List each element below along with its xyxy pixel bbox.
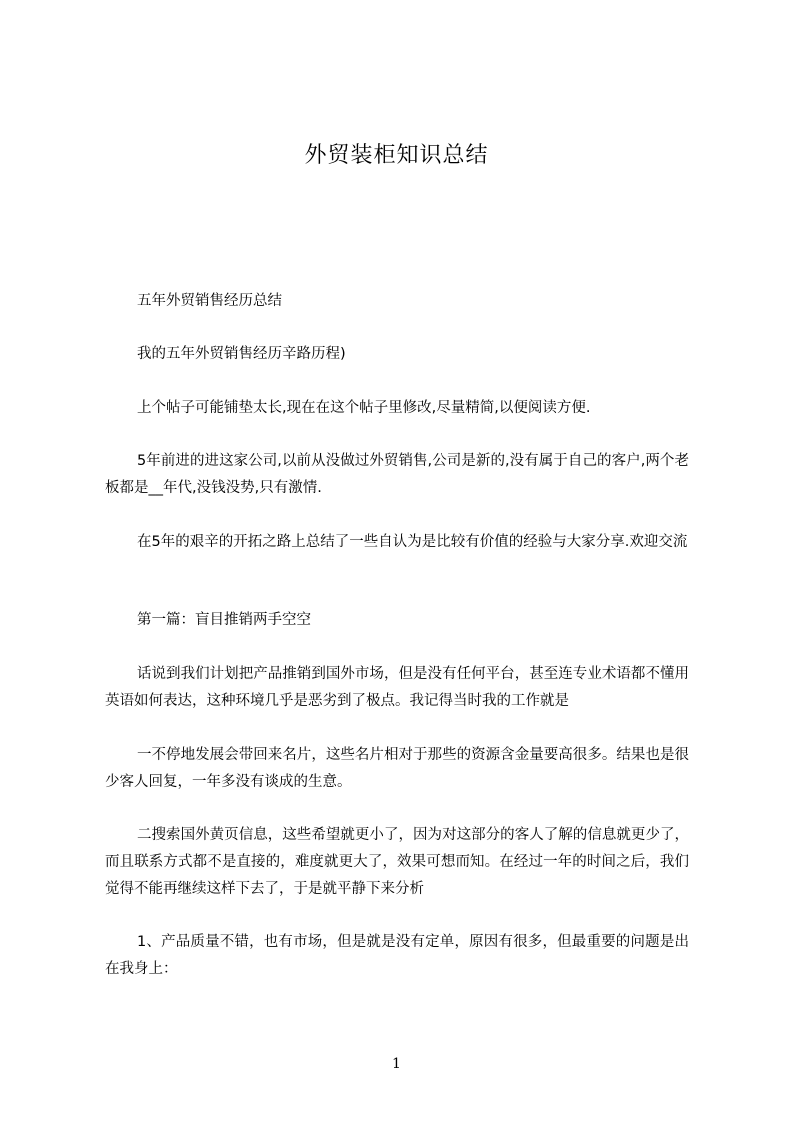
paragraph-yellow-pages: 二搜索国外黄页信息，这些希望就更小了，因为对这部分的客人了解的信息就更少了，而且联系方式都不是直接的，难度就更大了，效果可想而知。在经过一年的时间之后，我们觉得不能再继续这样下去了，于是就平静下来分析 (105, 827, 689, 897)
paragraph-summary-heading: 五年外贸销售经历总结 (137, 293, 282, 309)
document-title: 外贸装柜知识总结 (304, 143, 489, 168)
paragraph-market-situation: 话说到我们计划把产品推销到国外市场，但是没有任何平台，甚至连专业术语都不懂用英语如何表达，这种环境几乎是恶劣到了极点。我记得当时我的工作就是 (105, 666, 689, 709)
paragraph-intro-note: 上个帖子可能铺垫太长,现在在这个帖子里修改,尽量精简,以便阅读方便. (137, 400, 591, 416)
paragraph-experience-subtitle: 我的五年外贸销售经历辛路历程) (137, 346, 346, 362)
paragraph-trade-shows: 一不停地发展会带回来名片，这些名片相对于那些的资源含金量要高很多。结果也是很少客人回复，一年多没有谈成的生意。 (105, 747, 689, 790)
paragraph-company-background: 5年前进的进这家公司,以前从没做过外贸销售,公司是新的,没有属于自己的客户,两个老板都是__年代,没钱没势,只有激情. (105, 453, 689, 496)
paragraph-product-quality: 1、产品质量不错，也有市场，但是就是没有定单，原因有很多，但最重要的问题是出在我身上： (105, 934, 689, 977)
paragraph-share-experience: 在5年的艰辛的开拓之路上总结了一些自认为是比较有价值的经验与大家分享.欢迎交流 (137, 534, 688, 550)
page-number: 1 (392, 1056, 401, 1072)
paragraph-chapter-one-heading: 第一篇：盲目推销两手空空 (137, 612, 311, 628)
